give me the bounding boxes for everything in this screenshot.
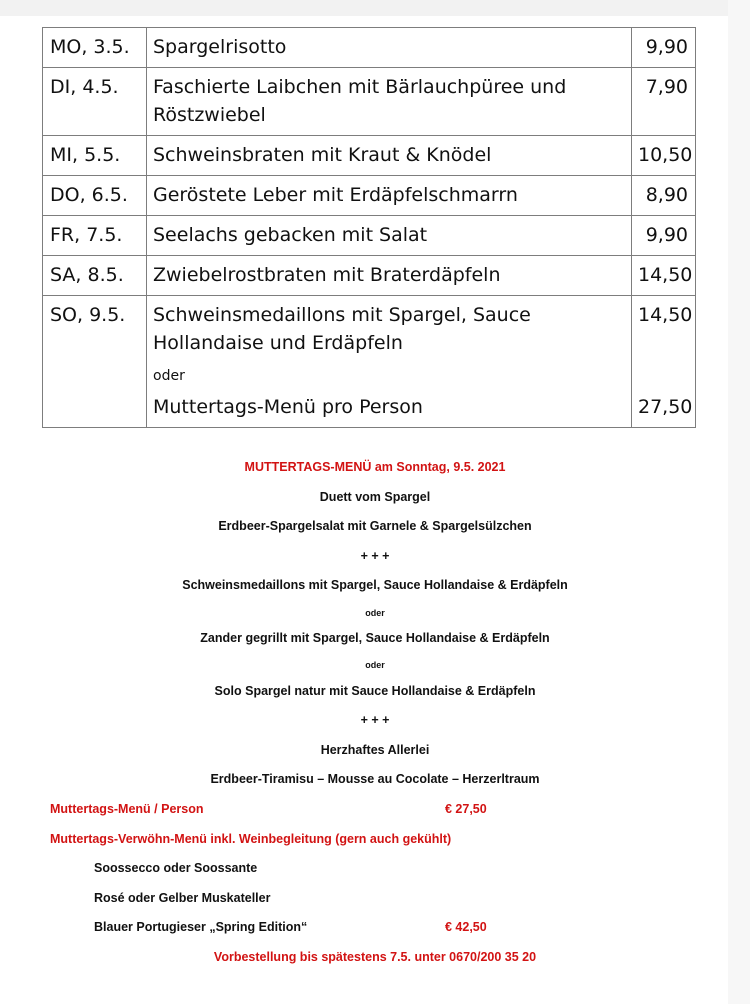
price-cell: 10,50 (632, 136, 696, 176)
day-cell: SA, 8.5. (43, 256, 147, 296)
mothers-day-heading: MUTTERTAGS-MENÜ am Sonntag, 9.5. 2021 (244, 460, 506, 474)
table-row-sunday (43, 296, 696, 428)
oder-label: oder (365, 660, 385, 670)
dish-cell: Spargelrisotto (147, 28, 632, 68)
dish-cell: Seelachs gebacken mit Salat (147, 216, 632, 256)
table-row (43, 68, 696, 136)
course-separator: + + + (360, 549, 390, 563)
weekly-menu-table (42, 27, 696, 428)
day-cell: SO, 9.5. (43, 296, 147, 428)
starter-dish: Erdbeer-Spargelsalat mit Garnele & Spargelsülzchen (218, 519, 532, 533)
dish-cell: Geröstete Leber mit Erdäpfelschmarrn (147, 176, 632, 216)
starter-title: Duett vom Spargel (319, 490, 431, 504)
top-margin-band (0, 0, 750, 16)
price-cell: 7,90 (632, 68, 696, 136)
table-row (43, 136, 696, 176)
table-row (43, 176, 696, 216)
sunday-dish: Schweinsmedaillons mit Spargel, Sauce Hollandaise und Erdäpfeln (153, 304, 531, 354)
deluxe-menu-label: Muttertags-Verwöhn-Menü inkl. Weinbegleitung (gern auch gekühlt) (50, 832, 452, 846)
day-cell: MO, 3.5. (43, 28, 147, 68)
preorder-note: Vorbestellung bis spätestens 7.5. unter 0670/200 35 20 (213, 950, 537, 964)
main-option-1: Schweinsmedaillons mit Spargel, Sauce Hollandaise & Erdäpfeln (182, 578, 568, 592)
oder-label: oder (153, 368, 185, 384)
table-row (43, 256, 696, 296)
mothers-day-menu-price: 27,50 (638, 396, 693, 418)
sunday-price: 14,50 (638, 304, 693, 326)
price-cell (632, 296, 696, 428)
price-cell: 8,90 (632, 176, 696, 216)
dish-cell: Schweinsbraten mit Kraut & Knödel (147, 136, 632, 176)
deluxe-menu-price: € 42,50 (445, 920, 487, 934)
table-row (43, 216, 696, 256)
dish-cell (147, 296, 632, 428)
price-cell: 9,90 (632, 28, 696, 68)
course-separator: + + + (360, 713, 390, 727)
oder-label: oder (365, 608, 385, 618)
table-row (43, 28, 696, 68)
main-option-2: Zander gegrillt mit Spargel, Sauce Hollandaise & Erdäpfeln (200, 631, 550, 645)
day-cell: DO, 6.5. (43, 176, 147, 216)
mothers-day-menu-option: Muttertags-Menü pro Person (153, 396, 423, 418)
wine-item: Blauer Portugieser „Spring Edition“ (94, 920, 308, 934)
price-cell: 9,90 (632, 216, 696, 256)
day-cell: FR, 7.5. (43, 216, 147, 256)
dish-cell: Zwiebelrostbraten mit Braterdäpfeln (147, 256, 632, 296)
price-cell: 14,50 (632, 256, 696, 296)
menu-price: € 27,50 (445, 802, 487, 816)
wine-item: Rosé oder Gelber Muskateller (94, 891, 271, 905)
dessert-dish: Erdbeer-Tiramisu – Mousse au Cocolate – Herzerltraum (210, 772, 540, 786)
menu-price-label: Muttertags-Menü / Person (50, 802, 204, 816)
dessert-title: Herzhaftes Allerlei (320, 743, 430, 757)
day-cell: DI, 4.5. (43, 68, 147, 136)
wine-item: Soossecco oder Soossante (94, 861, 258, 875)
dish-cell: Faschierte Laibchen mit Bärlauchpüree und Röstzwiebel (147, 68, 632, 136)
weekly-menu-body (43, 28, 696, 428)
main-option-3: Solo Spargel natur mit Sauce Hollandaise & Erdäpfeln (214, 684, 536, 698)
day-cell: MI, 5.5. (43, 136, 147, 176)
